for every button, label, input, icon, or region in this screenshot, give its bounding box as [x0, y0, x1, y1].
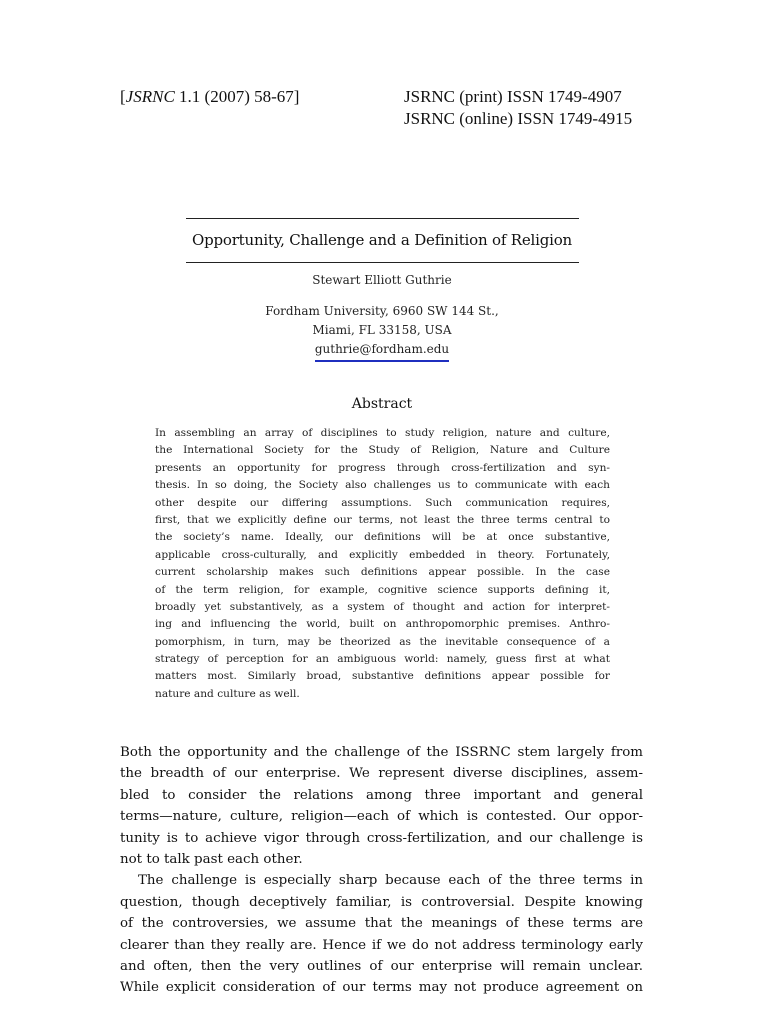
affiliation-line-1: Fordham University, 6960 SW 144 St., [265, 304, 499, 318]
citation-open-bracket: [ [120, 87, 126, 106]
body-line: bled to consider the relations among three important and general [120, 787, 643, 803]
body-line: the breadth of our enterprise. We represent diverse disciplines, assem- [120, 766, 643, 782]
citation-journal: JSRNC [125, 87, 175, 106]
body-line: While explicit consideration of our terms may not produce agreement on [120, 980, 643, 996]
issn-print: JSRNC (print) ISSN 1749-4907 [404, 87, 622, 106]
body-text [120, 742, 643, 999]
affiliation-line-2: Miami, FL 33158, USA [312, 323, 452, 337]
body-line: of the controversies, we assume that the meanings of these terms are [120, 916, 643, 932]
citation-volume: 1.1 (2007) 58-67] [174, 87, 300, 106]
body-line: question, though deceptively familiar, is controversial. Despite knowing [120, 894, 643, 910]
body-line: tunity is to achieve vigor through cross-fertilization, and our challenge is [120, 830, 643, 846]
abstract-line: first, that we explicitly define our terms, not least the three terms central to [155, 513, 610, 526]
article-title: Opportunity, Challenge and a Definition of Religion [191, 231, 573, 249]
body-line: terms—nature, culture, religion—each of which is contested. Our oppor- [120, 809, 643, 825]
body-line: not to talk past each other. [120, 851, 303, 867]
citation [120, 86, 299, 108]
abstract-line: the society’s name. Ideally, our definitions will be at once substantive, [155, 531, 610, 544]
abstract-line: of the term religion, for example, cognitive science supports defining it, [155, 583, 610, 596]
body-line: The challenge is especially sharp because each of the three terms in [138, 873, 643, 889]
abstract-line: ing and influencing the world, built on anthropomorphic premises. Anthro- [155, 618, 610, 631]
abstract-line: other despite our differing assumptions. Such communication requires, [155, 496, 610, 509]
abstract-line: thesis. In so doing, the Society also challenges us to communicate with each [155, 479, 610, 492]
body-line: and often, then the very outlines of our enterprise will remain unclear. [120, 958, 643, 974]
title-rule-bottom [186, 262, 579, 263]
abstract-line: applicable cross-culturally, and explicitly embedded in theory. Fortunately, [155, 548, 610, 561]
body-line: Both the opportunity and the challenge of the ISSRNC stem largely from [120, 745, 643, 760]
abstract-line: nature and culture as well. [155, 687, 300, 700]
affiliation [120, 302, 644, 362]
issn-online: JSRNC (online) ISSN 1749-4915 [404, 109, 633, 128]
abstract-line: In assembling an array of disciplines to study religion, nature and culture, [155, 427, 610, 439]
abstract-line: broadly yet substantively, as a system of thought and action for interpret- [155, 600, 610, 613]
abstract-line: presents an opportunity for progress through cross-fertilization and syn- [155, 461, 610, 474]
issn-block [404, 86, 632, 130]
body-line: clearer than they really are. Hence if we do not address terminology early [120, 937, 643, 953]
abstract-line: current scholarship makes such definitions appear possible. In the case [155, 566, 610, 579]
title-rule-top [186, 218, 579, 219]
author-name: Stewart Elliott Guthrie [312, 273, 452, 287]
abstract-line: pomorphism, in turn, may be theorized as the inevitable consequence of a [155, 635, 610, 648]
abstract-body [155, 425, 610, 703]
abstract-heading: Abstract [351, 396, 413, 412]
abstract-line: strategy of perception for an ambiguous world: namely, guess first at what [155, 653, 610, 666]
abstract-line: matters most. Similarly broad, substantive definitions appear possible for [155, 670, 610, 683]
abstract-line: the International Society for the Study of Religion, Nature and Culture [155, 444, 610, 457]
author-email-link[interactable]: guthrie@fordham.edu [315, 340, 449, 362]
